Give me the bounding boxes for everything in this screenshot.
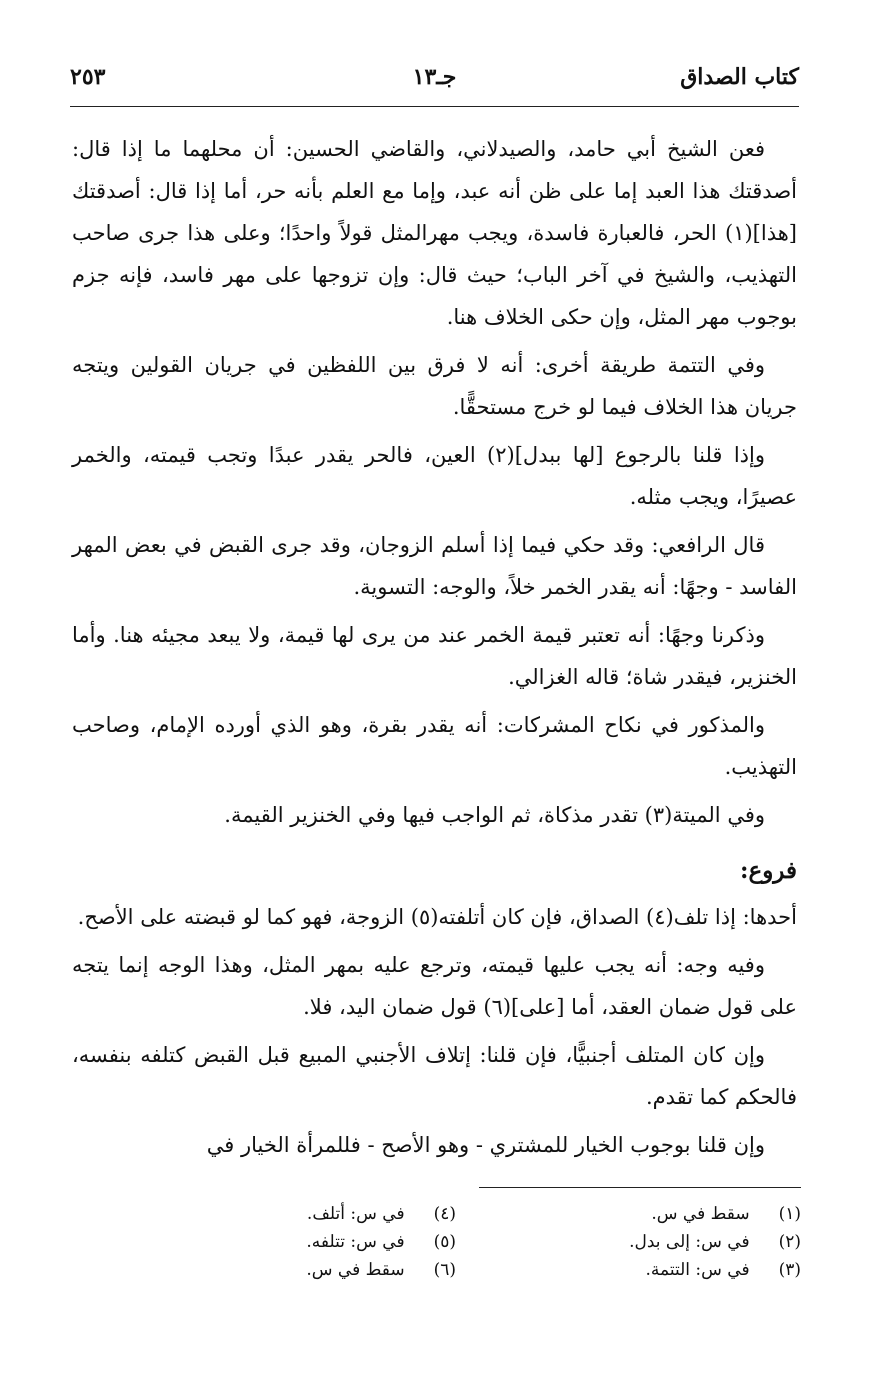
paragraph-4: قال الرافعي: وقد حكي فيما إذا أسلم الزوجان، وقد جرى القبض في بعض المهر الفاسد - وجهًا: أنه يقدر الخمر خلاً، والوجه: التسوية.: [72, 533, 797, 599]
footnote-text: سقط في س.: [651, 1204, 750, 1224]
volume-label: جـ١٣: [412, 64, 457, 90]
footnote: [226, 1256, 456, 1284]
footnote-number: (٥): [433, 1232, 456, 1252]
paragraph-1: فعن الشيخ أبي حامد، والصيدلاني، والقاضي الحسين: أن محلهما ما إذا قال: أصدقتك هذا العبد إما على ظن أنه عبد، وإما مع العلم بأنه حر، أما إذا قال: أصدقتك [هذا](١) الحر، فالعبارة فاسدة، ويجب مهرالمثل قولاً واحدًا؛ وعلى هذا جرى صاحب التهذيب، والشيخ في آخر الباب؛ حيث قال: وإن تزوجها على مهر فاسد، فإنه جزم بوجوب مهر المثل، وإن حكى الخلاف هنا.: [72, 137, 797, 329]
footnote-number: (٦): [433, 1260, 456, 1280]
section-heading: فروع:: [739, 857, 797, 884]
paragraph-10: وإن كان المتلف أجنبيًّا، فإن قلنا: إتلاف الأجنبي المبيع قبل القبض كتلفه بنفسه، فالحكم كما تقدم.: [72, 1043, 797, 1109]
footnote: [571, 1228, 801, 1256]
paragraph-8: أحدها: إذا تلف(٤) الصداق، فإن كان أتلفته(٥) الزوجة، فهو كما لو قبضته على الأصح.: [77, 905, 797, 929]
footnote-divider: [479, 1187, 801, 1188]
footnote-text: في س: إلى بدل.: [629, 1232, 750, 1252]
paragraph-3: وإذا قلنا بالرجوع [لها ببدل](٢) العين، فالحر يقدر عبدًا وتجب قيمته، والخمر عصيرًا، ويجب مثله.: [72, 443, 797, 509]
book-title: كتاب الصداق: [680, 64, 799, 90]
footnote-number: (٢): [778, 1232, 801, 1252]
main-text: [72, 128, 797, 1172]
paragraph-11: وإن قلنا بوجوب الخيار للمشتري - وهو الأصح - فللمرأة الخيار في: [206, 1133, 765, 1157]
footnote: [226, 1228, 456, 1256]
footnote-text: في س: تتلفه.: [306, 1232, 405, 1252]
footnotes-column-left: [226, 1200, 456, 1284]
footnote: [571, 1200, 801, 1228]
header-divider: [70, 106, 799, 107]
footnote-number: (١): [778, 1204, 801, 1224]
footnote-number: (٤): [433, 1204, 456, 1224]
paragraph-5: وذكرنا وجهًا: أنه تعتبر قيمة الخمر عند من يرى لها قيمة، ولا يبعد مجيئه هنا. وأما الخنزير، فيقدر شاة؛ قاله الغزالي.: [72, 623, 797, 689]
paragraph-6: والمذكور في نكاح المشركات: أنه يقدر بقرة، وهو الذي أورده الإمام، وصاحب التهذيب.: [72, 713, 797, 779]
footnote-text: في س: التتمة.: [645, 1260, 750, 1280]
page-number: ٢٥٣: [70, 64, 106, 90]
footnotes-column-right: [571, 1200, 801, 1284]
footnote: [226, 1200, 456, 1228]
paragraph-2: وفي التتمة طريقة أخرى: أنه لا فرق بين اللفظين في جريان القولين ويتجه جريان هذا الخلاف فيما لو خرج مستحقًّا.: [72, 353, 797, 419]
footnote-number: (٣): [778, 1260, 801, 1280]
footnote-text: سقط في س.: [306, 1260, 405, 1280]
paragraph-9: وفيه وجه: أنه يجب عليها قيمته، وترجع عليه بمهر المثل، وهذا الوجه إنما يتجه على قول ضمان العقد، أما [على](٦) قول ضمان اليد، فلا.: [72, 953, 797, 1019]
paragraph-7: وفي الميتة(٣) تقدر مذكاة، ثم الواجب فيها وفي الخنزير القيمة.: [224, 803, 765, 827]
footnote-text: في س: أتلف.: [306, 1204, 405, 1224]
page-header: [70, 58, 799, 98]
footnote: [571, 1256, 801, 1284]
